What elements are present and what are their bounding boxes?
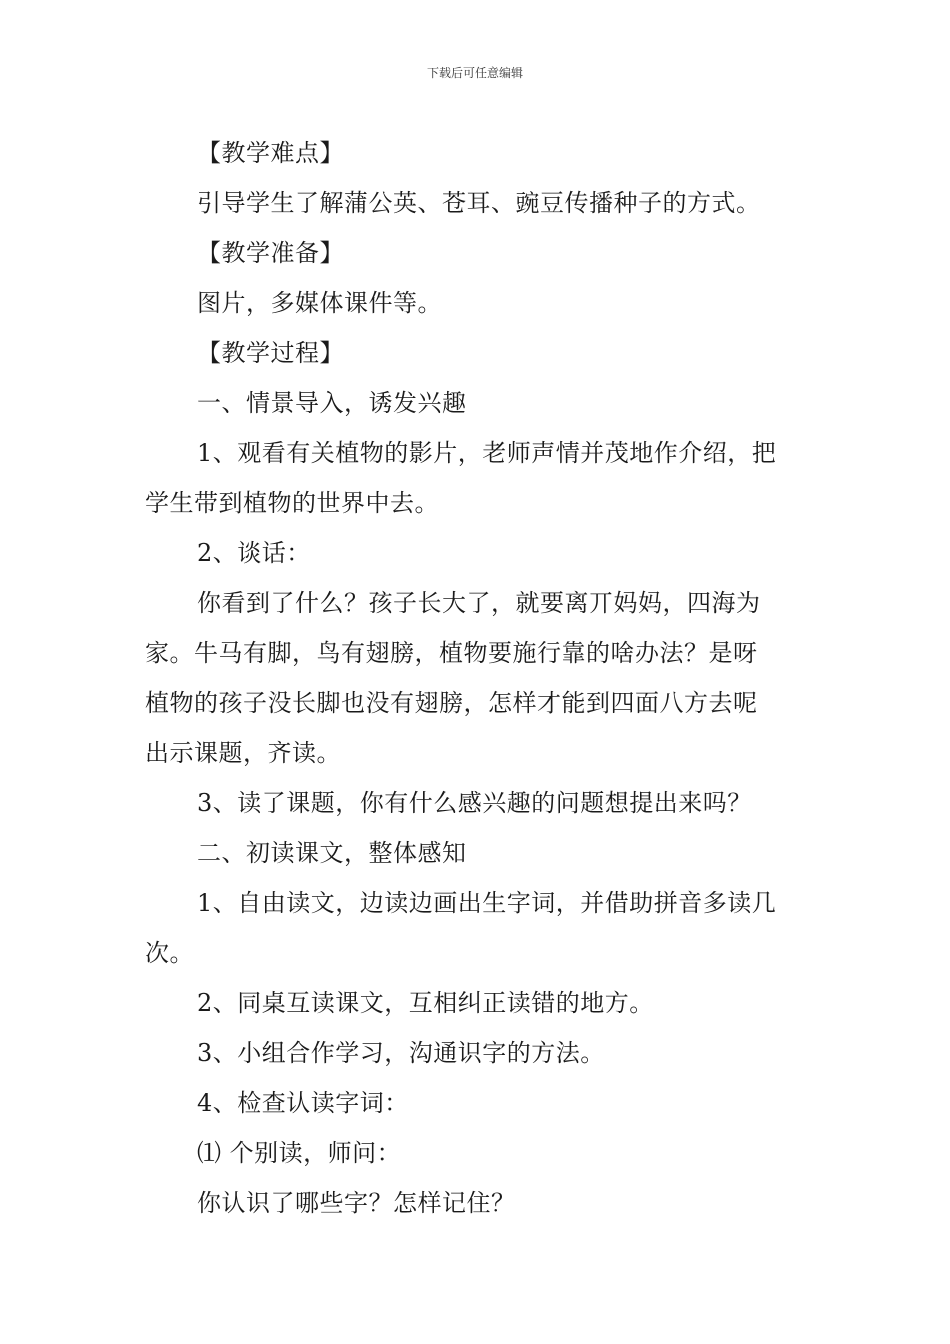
paragraph-continuation: 植物的孩子没长脚也没有翅膀，怎样才能到四面八方去呢	[145, 689, 758, 717]
paragraph: 4、检查认读字词：	[197, 1089, 409, 1117]
paragraph: 2、谈话：	[197, 539, 311, 567]
paragraph-continuation: 家。牛马有脚，鸟有翅膀，植物要施行靠的啥办法？是呀	[145, 639, 758, 667]
paragraph: 你看到了什么？孩子长大了，就要离丌妈妈，四海为	[197, 589, 761, 617]
section-heading: 一、情景导入，诱发兴趣	[197, 389, 467, 417]
heading-teaching-process: 【教学过程】	[197, 339, 344, 367]
paragraph: 3、小组合作学习，沟通识字的方法。	[197, 1039, 605, 1067]
section-heading: 二、初读课文，整体感知	[197, 839, 467, 867]
paragraph-continuation: 学生带到植物的世界中去。	[145, 489, 439, 517]
paragraph: 图片，多媒体课件等。	[197, 289, 442, 317]
paragraph: 你认识了哪些字？怎样记住？	[197, 1189, 516, 1217]
paragraph: 2、同桌互读课文，互相纠正读错的地方。	[197, 989, 654, 1017]
paragraph-continuation: 次。	[145, 939, 194, 967]
document-body	[145, 128, 810, 1228]
paragraph-continuation: 出示课题，齐读。	[145, 739, 341, 767]
heading-teaching-preparation: 【教学准备】	[197, 239, 344, 267]
paragraph: 引导学生了解蒲公英、苍耳、豌豆传播种子的方式。	[197, 189, 761, 217]
heading-teaching-difficulty: 【教学难点】	[197, 139, 344, 167]
paragraph: 3、读了课题，你有什么感兴趣的问题想提出来吗？	[197, 789, 752, 817]
page-header: 下载后可任意编辑	[426, 66, 523, 80]
paragraph: 1、观看有关植物的影片，老师声情并茂地作介绍，把	[197, 439, 777, 467]
paragraph: 1、自由读文，边读边画出生字词，并借助拼音多读几	[197, 889, 777, 917]
paragraph: ⑴ 个别读，师问：	[197, 1139, 402, 1167]
